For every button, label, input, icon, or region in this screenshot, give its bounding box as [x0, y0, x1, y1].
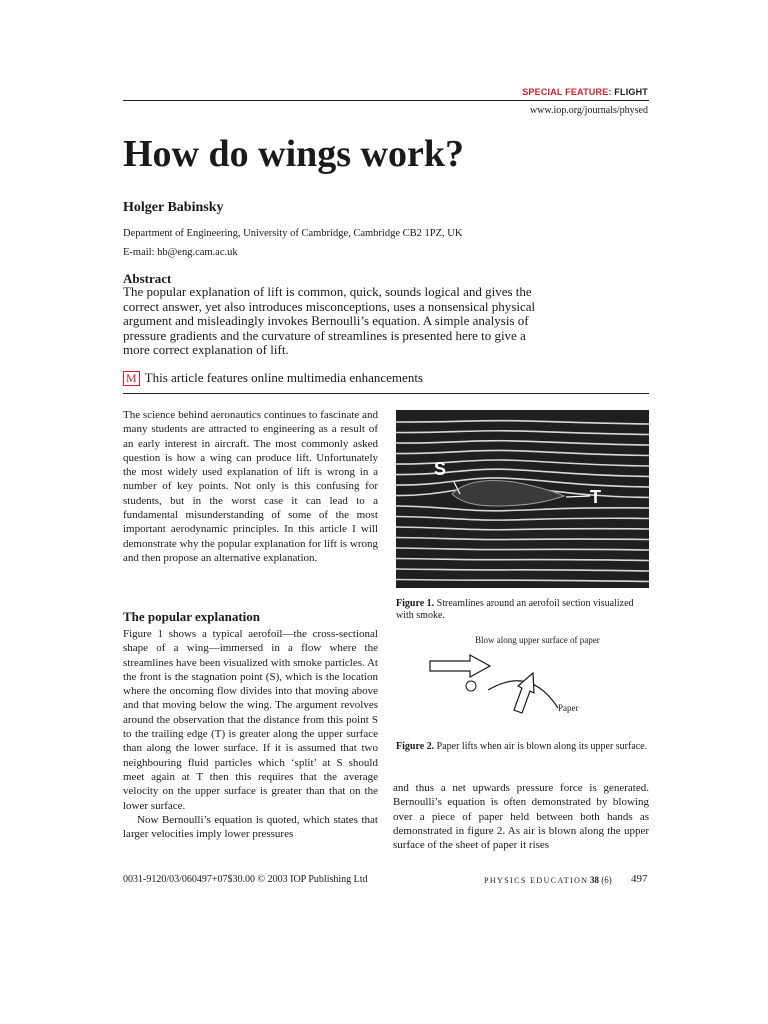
paper-lift-diagram [420, 630, 645, 735]
streamline [396, 538, 649, 540]
airflow-arrow-icon [430, 655, 490, 677]
figure-1-caption-text: Streamlines around an aerofoil section visualized with smoke. [396, 598, 634, 621]
mouth-icon [466, 681, 476, 691]
figure-2-caption [396, 741, 649, 753]
figure-1-caption [396, 598, 649, 622]
aerofoil-shape [452, 481, 564, 507]
footer-issue-number: (6) [601, 875, 612, 885]
author-email[interactable]: E-mail: hb@eng.cam.ac.uk [123, 247, 238, 258]
right-column-paragraph: and thus a net upwards pressure force is generated. Bernoulli’s equation is often demonstrated by blowing over a piece of paper held between both hands as demonstrated in figure 2. As air is blown along the upper surface of the sheet of paper it rises [393, 782, 649, 852]
streamline [396, 527, 649, 530]
author-affiliation: Department of Engineering, University of Cambridge, Cambridge CB2 1PZ, UK [123, 228, 463, 239]
abstract-rule [123, 393, 649, 394]
t-pointer [566, 496, 590, 497]
streamlines-photo [396, 410, 649, 588]
label-paper: Paper [558, 703, 579, 713]
intro-paragraph [123, 408, 378, 565]
figure-1-photo [396, 410, 649, 588]
multimedia-note[interactable] [123, 370, 423, 386]
label-s: S [434, 459, 447, 479]
journal-url[interactable]: www.iop.org/journals/physed [529, 105, 648, 116]
multimedia-note-text: This article features online multimedia enhancements [144, 370, 423, 385]
section-paragraph-2: Now Bernoulli’s equation is quoted, which states that larger velocities imply lower pressures [123, 813, 378, 841]
footer-journal: PHYSICS EDUCATION [484, 876, 589, 885]
footer-volume-number: 38 [590, 875, 599, 885]
figure-2-caption-text: Paper lifts when air is blown along its upper surface. [436, 741, 648, 752]
section-paragraph-1: Figure 1 shows a typical aerofoil—the cross-sectional shape of a wing—immersed in a flow where the streamlines have been visualized with smoke particles. At the front is the stagnation point (S), which is the location where the oncoming flow divides into that moving above and that moving below the wing. The argument revolves around the observation that the distance from this point S to the trailing edge (T) is greater along the upper surface than along the lower surface. If it is assumed that two neighbouring fluid particles which ‘split’ at S should meet again at T then this requires that the average velocity on the upper surface is greater than that on the lower surface. [123, 628, 378, 812]
streamline [396, 580, 649, 582]
special-feature-header [522, 87, 648, 97]
figure-1-caption-label: Figure 1. [396, 598, 435, 609]
right-column-body [393, 781, 649, 852]
streamline [396, 559, 649, 561]
footer-issn: 0031-9120/03/060497+07$30.00 © 2003 IOP Publishing Ltd [123, 874, 368, 885]
abstract-text: The popular explanation of lift is common, quick, sounds logical and gives the correct answer, yet also introduces misconceptions, uses a nonsensical physical argument and misleadingly invokes Bernoulli’s equation. A simple analysis of pressure gradients and the curvature of streamlines is presented here to give a more correct explanation of lift. [123, 284, 536, 358]
section-heading: The popular explanation [123, 609, 261, 624]
footer-volume [590, 875, 612, 885]
footer-page-number: 497 [631, 873, 648, 885]
label-blow: Blow along upper surface of paper [475, 635, 600, 645]
feature-topic: FLIGHT [614, 87, 648, 97]
streamline [396, 517, 649, 521]
streamline [396, 569, 649, 571]
multimedia-icon[interactable]: M [123, 371, 140, 386]
section-body [123, 627, 378, 841]
streamline [396, 421, 649, 424]
abstract-heading: Abstract [123, 271, 172, 286]
streamline [396, 506, 649, 511]
figure-2-caption-label: Figure 2. [396, 741, 435, 752]
header-rule [123, 100, 649, 101]
figure-2-diagram [420, 630, 645, 735]
feature-prefix: SPECIAL FEATURE: [522, 87, 612, 97]
streamline [396, 441, 649, 445]
author-name: Holger Babinsky [123, 200, 224, 215]
streamline [396, 450, 649, 455]
streamline [396, 431, 649, 435]
intro-text: The science behind aeronautics continues to fascinate and many students are attracted to engineering as a result of an early interest in aircraft. The most commonly asked question is how a wing can produce lift. Unfortunately the most widely used explanation of lift is wrong in a number of key points. Not only is this confusing for students, but in the worst case it can lead to a fundamental misunderstanding of some of the most important aerodynamic principles. In this article I will demonstrate why the popular explanation for lift is wrong and then propose an alternative explanation. [123, 409, 378, 564]
lift-arrow-icon [514, 673, 534, 713]
article-title: How do wings work? [123, 133, 464, 175]
streamline [396, 548, 649, 550]
label-t: T [590, 487, 601, 507]
